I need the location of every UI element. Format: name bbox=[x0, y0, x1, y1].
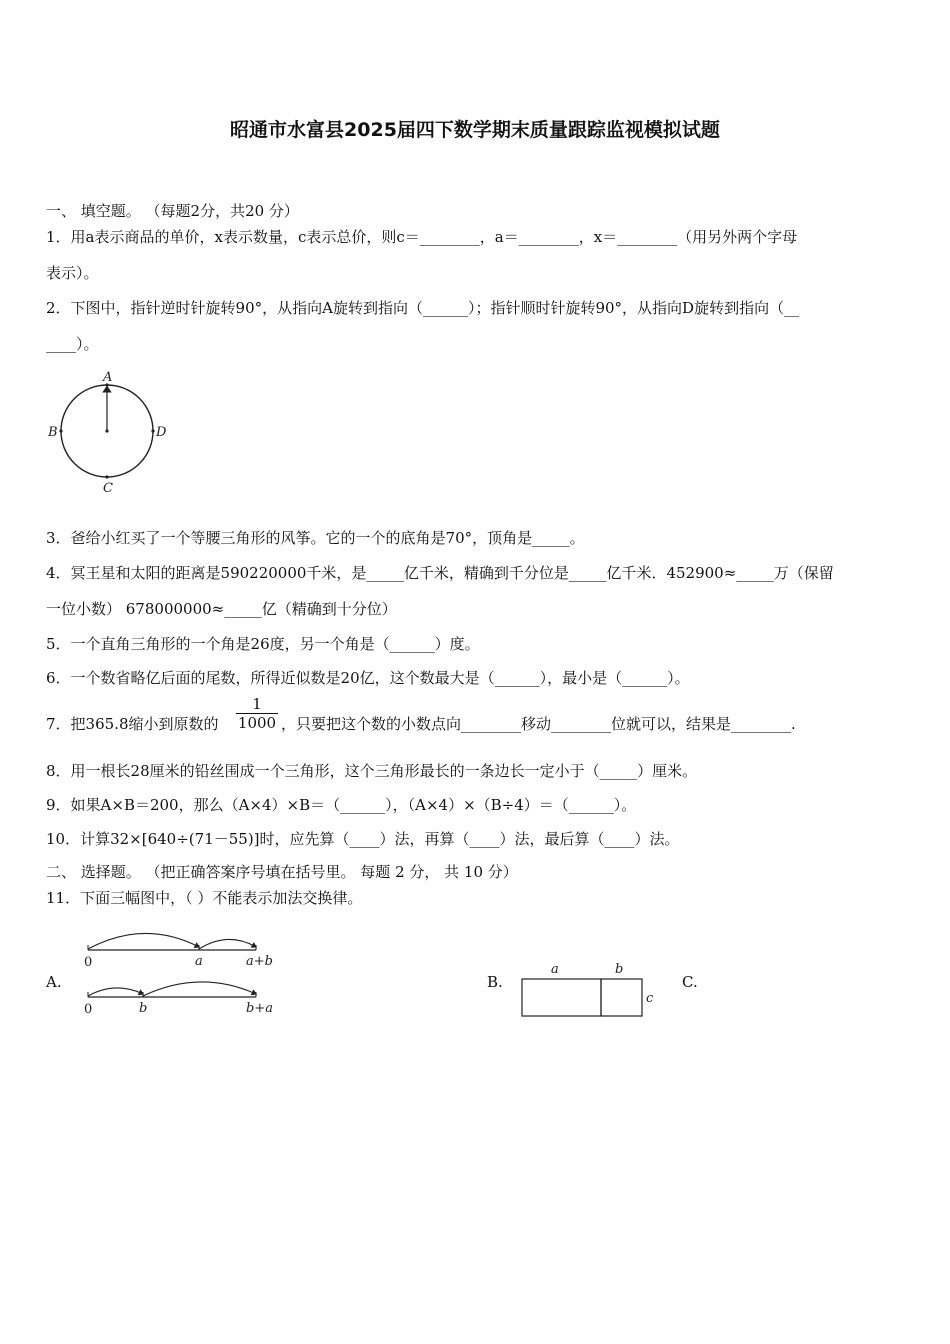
question-2-line-2: ____）。 bbox=[46, 335, 99, 353]
point-d-dot bbox=[151, 429, 154, 432]
question-11-stem: 11．下面三幅图中，（ ）不能表示加法交换律。 bbox=[46, 889, 363, 907]
page-title: 昭通市水富县2025届四下数学期末质量跟踪监视模拟试题 bbox=[230, 119, 720, 141]
label-c: C bbox=[103, 481, 113, 496]
row-1-label-a: a bbox=[195, 954, 203, 969]
label-c-height: c bbox=[646, 991, 654, 1006]
label-b-width: b bbox=[615, 962, 624, 977]
label-b: B bbox=[48, 425, 58, 440]
question-1-line-1: 1．用a表示商品的单价，x表示数量，c表示总价，则c＝________，a＝________，x＝________（用另外两个字母 bbox=[46, 228, 798, 246]
section-2-heading: 二、 选择题。 （把正确答案序号填在括号里。 每题 2 分， 共 10 分） bbox=[46, 863, 518, 881]
question-7-before: 7．把365.8缩小到原数的 bbox=[46, 715, 219, 733]
rotation-circle-figure bbox=[40, 365, 180, 500]
question-3: 3．爸给小红买了一个等腰三角形的风筝。它的一个的底角是70°，顶角是_____。 bbox=[46, 529, 585, 547]
fraction-one-thousandth bbox=[236, 695, 278, 732]
question-2-line-1: 2．下图中，指针逆时针旋转90°，从指向A旋转到指向（______）；指针顺时针旋转90°，从指向D旋转到指向（__ bbox=[46, 299, 800, 317]
question-8: 8．用一根长28厘米的铅丝围成一个三角形，这个三角形最长的一条边长一定小于（_____）厘米。 bbox=[46, 762, 698, 780]
question-4-line-2: 一位小数） 678000000≈_____亿（精确到十分位） bbox=[46, 600, 397, 618]
question-10: 10．计算32×[640÷(71－55)]时，应先算（____）法，再算（____）法，最后算（____）法。 bbox=[46, 830, 680, 848]
option-c-label: C. bbox=[682, 973, 698, 991]
row-2-arc-a bbox=[143, 982, 256, 996]
question-9: 9．如果A×B＝200，那么（A×4）×B＝（______），（A×4）×（B÷4）＝（______）。 bbox=[46, 796, 637, 814]
row-1-label-0: 0 bbox=[84, 955, 93, 970]
question-1-line-2: 表示）。 bbox=[46, 264, 99, 282]
option-b-rectangle-figure bbox=[515, 955, 665, 1025]
option-a-label: A. bbox=[46, 973, 62, 991]
question-4-line-1: 4．冥王星和太阳的距离是590220000千米，是_____亿千米，精确到千分位是_____亿千米．452900≈_____万（保留 bbox=[46, 564, 834, 582]
row-2-label-0: 0 bbox=[84, 1002, 93, 1017]
question-7-after: ，只要把这个数的小数点向________移动________位就可以，结果是________. bbox=[281, 715, 796, 733]
row-1-arc-b bbox=[199, 939, 256, 949]
option-b-label: B. bbox=[487, 973, 503, 991]
section-1-heading: 一、 填空题。 （每题2分，共20 分） bbox=[46, 202, 299, 220]
question-6: 6．一个数省略亿后面的尾数，所得近似数是20亿，这个数最大是（______），最小是（______）。 bbox=[46, 669, 690, 687]
row-2-arc-b bbox=[88, 988, 143, 996]
fraction-numerator: 1 bbox=[252, 695, 262, 713]
rectangle-a bbox=[522, 979, 601, 1016]
option-a-number-line-figure bbox=[80, 925, 290, 1020]
label-d: D bbox=[156, 425, 167, 440]
label-a-width: a bbox=[551, 962, 559, 977]
center-dot bbox=[105, 429, 108, 432]
row-2-label-b: b bbox=[139, 1001, 148, 1016]
label-a: A bbox=[103, 370, 113, 385]
point-c-dot bbox=[105, 475, 108, 478]
point-b-dot bbox=[59, 429, 62, 432]
question-5: 5．一个直角三角形的一个角是26度，另一个角是（______）度。 bbox=[46, 635, 480, 653]
row-2-label-b-plus-a: b+a bbox=[246, 1001, 273, 1016]
rectangle-b bbox=[601, 979, 642, 1016]
row-1-label-a-plus-b: a+b bbox=[246, 954, 273, 969]
fraction-denominator: 1000 bbox=[237, 714, 277, 732]
row-1-arc-a bbox=[88, 933, 199, 949]
